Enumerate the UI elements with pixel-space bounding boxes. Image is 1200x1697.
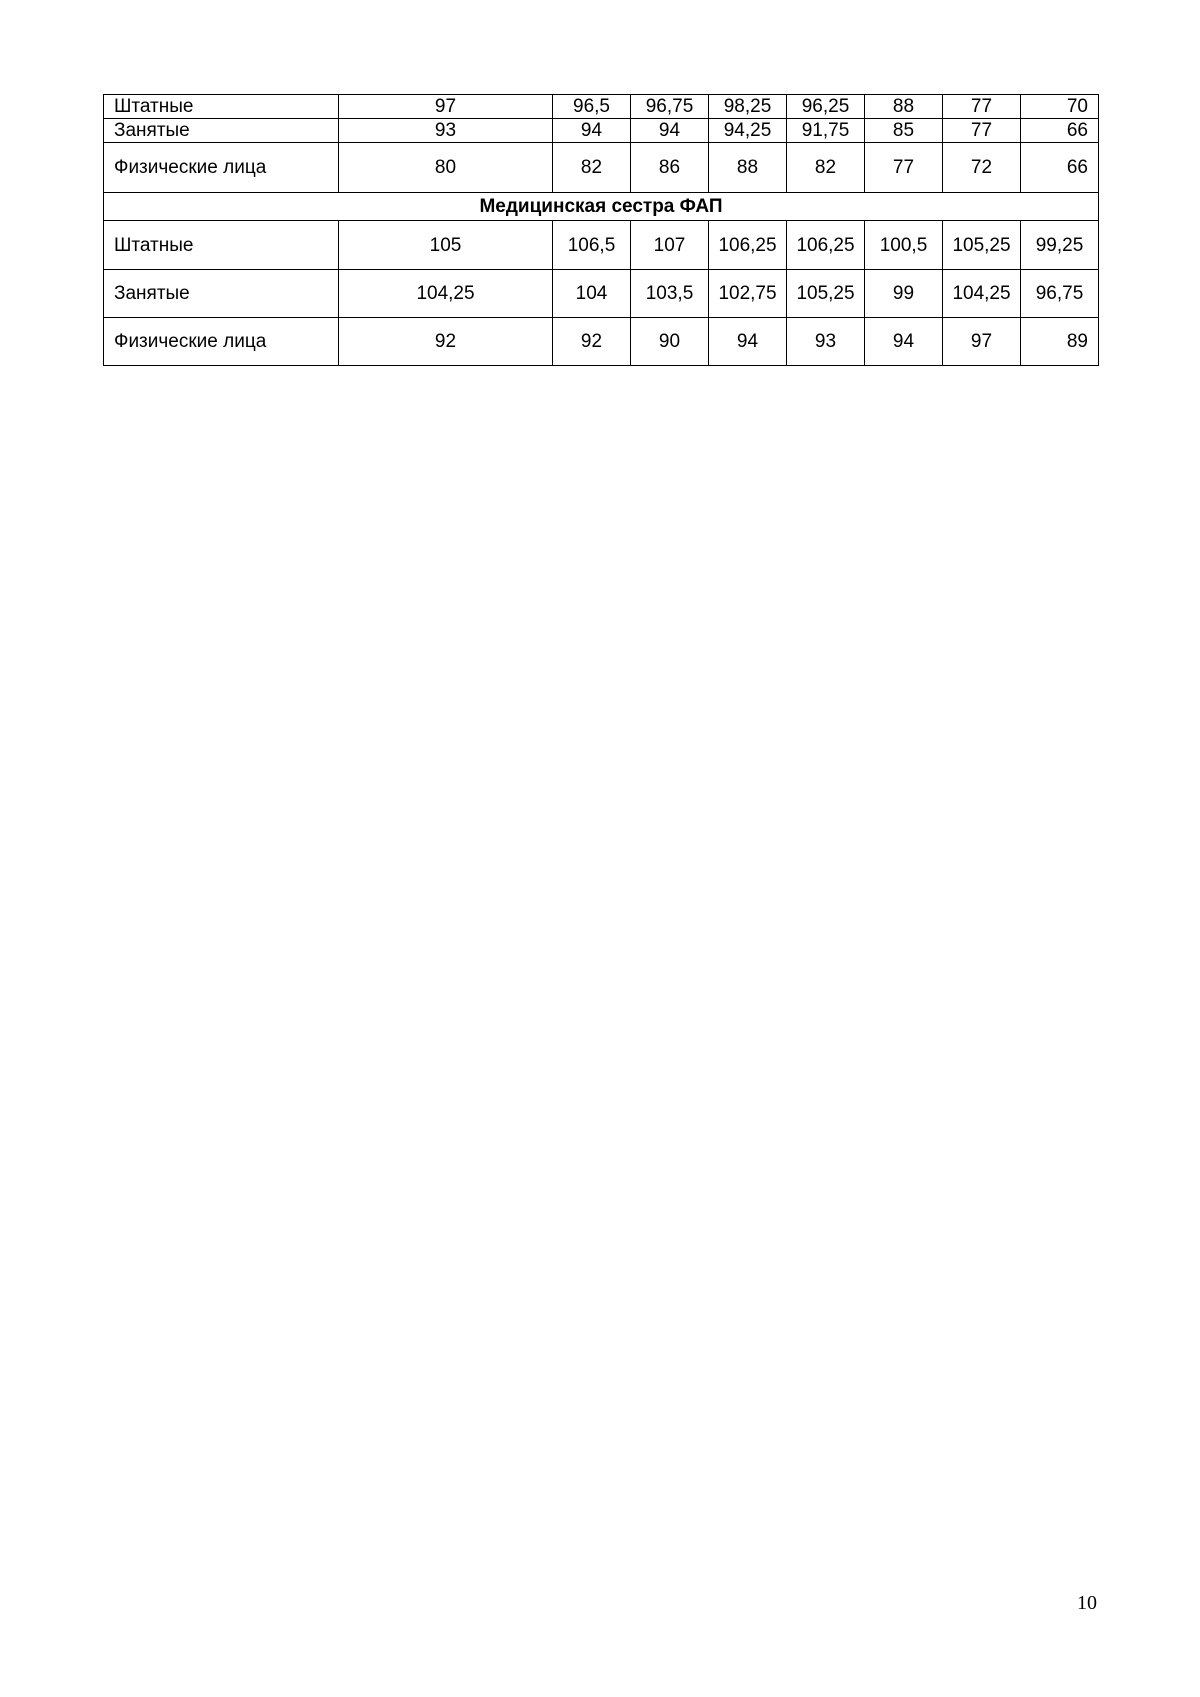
table-cell: 106,5: [553, 221, 631, 270]
table-cell: 82: [787, 143, 865, 193]
table-cell: 105,25: [943, 221, 1021, 270]
table-cell: 91,75: [787, 119, 865, 143]
table-cell: 80: [339, 143, 553, 193]
table-cell: 99: [865, 270, 943, 318]
table-cell: 105,25: [787, 270, 865, 318]
page-number: 10: [1077, 1592, 1097, 1614]
table-cell: 99,25: [1021, 221, 1099, 270]
table-cell: 106,25: [787, 221, 865, 270]
table-cell: 86: [631, 143, 709, 193]
table-row: [104, 119, 1099, 143]
table-cell: 96,25: [787, 95, 865, 119]
row-label: Штатные: [104, 95, 339, 119]
row-label: Занятые: [104, 270, 339, 318]
table-cell: 105: [339, 221, 553, 270]
table-cell: 97: [943, 318, 1021, 366]
table-cell: 94: [709, 318, 787, 366]
table-row: [104, 270, 1099, 318]
table-cell: 66: [1021, 119, 1099, 143]
table-cell: 106,25: [709, 221, 787, 270]
table-cell: 97: [339, 95, 553, 119]
table-cell: 88: [709, 143, 787, 193]
table-cell: 104: [553, 270, 631, 318]
table-cell: 96,75: [631, 95, 709, 119]
table-cell: 104,25: [339, 270, 553, 318]
table-cell: 89: [1021, 318, 1099, 366]
table-cell: 85: [865, 119, 943, 143]
table-cell: 94: [553, 119, 631, 143]
table-cell: 66: [1021, 143, 1099, 193]
staffing-table: [103, 94, 1099, 366]
section-title: Медицинская сестра ФАП: [104, 193, 1099, 221]
row-label: Физические лица: [104, 143, 339, 193]
table-cell: 92: [553, 318, 631, 366]
table-cell: 82: [553, 143, 631, 193]
row-label: Штатные: [104, 221, 339, 270]
table-cell: 98,25: [709, 95, 787, 119]
table-cell: 100,5: [865, 221, 943, 270]
table-cell: 70: [1021, 95, 1099, 119]
table-cell: 72: [943, 143, 1021, 193]
row-label: Физические лица: [104, 318, 339, 366]
table-row: [104, 95, 1099, 119]
table-cell: 88: [865, 95, 943, 119]
table-cell: 103,5: [631, 270, 709, 318]
table-cell: 77: [943, 119, 1021, 143]
table-cell: 90: [631, 318, 709, 366]
table-cell: 96,75: [1021, 270, 1099, 318]
table-cell: 104,25: [943, 270, 1021, 318]
table-row: [104, 318, 1099, 366]
table-cell: 102,75: [709, 270, 787, 318]
table-cell: 93: [787, 318, 865, 366]
table-cell: 94: [865, 318, 943, 366]
table-cell: 93: [339, 119, 553, 143]
table-cell: 107: [631, 221, 709, 270]
table-cell: 94: [631, 119, 709, 143]
table-cell: 96,5: [553, 95, 631, 119]
table-row: [104, 221, 1099, 270]
table-cell: 92: [339, 318, 553, 366]
table-cell: 77: [943, 95, 1021, 119]
row-label: Занятые: [104, 119, 339, 143]
section-row: [104, 193, 1099, 221]
table-row: [104, 143, 1099, 193]
table-cell: 94,25: [709, 119, 787, 143]
table-cell: 77: [865, 143, 943, 193]
